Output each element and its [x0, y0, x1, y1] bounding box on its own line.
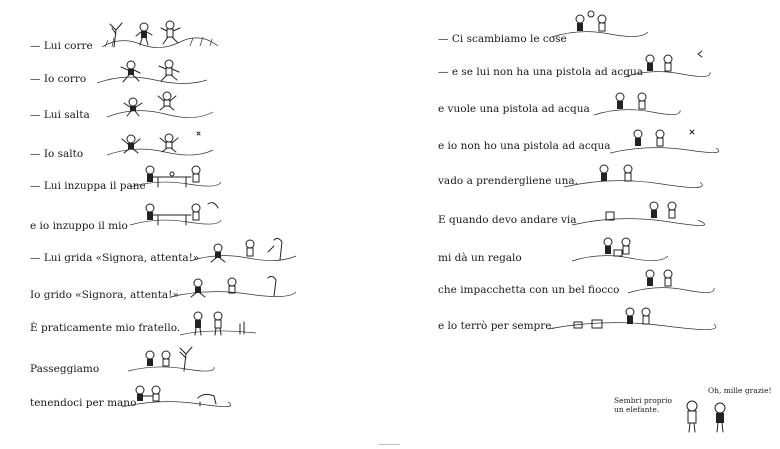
text-line: e lo terrò per sempre.: [438, 320, 555, 332]
text-line: tenendoci per mano: [30, 397, 137, 409]
water-pistol-vignette: [592, 86, 682, 118]
boy-running-vignette: [100, 14, 220, 50]
text-line: — Io corro: [30, 73, 87, 85]
text-line: e io inzuppo il mio: [30, 220, 128, 232]
water-pistol-vignette: [622, 48, 712, 80]
text-line: — Io salto: [30, 148, 84, 160]
gift-vignette: [626, 264, 716, 296]
kids-playing-vignette: [95, 58, 210, 86]
gift-vignette: [570, 196, 700, 228]
walking-vignette: [120, 380, 230, 410]
text-line: — e se lui non ha una pistola ad acqua: [438, 66, 643, 78]
text-line: che impacchetta con un bel fiocco: [438, 284, 620, 296]
kids-playing-vignette: [188, 232, 298, 264]
two-kids-talking-vignette: [680, 398, 740, 438]
kids-jumping-vignette: [105, 88, 215, 120]
text-line: vado a prendergliene una.: [438, 175, 578, 187]
text-line: — Lui inzuppa il pane: [30, 180, 146, 192]
gift-vignette: [546, 300, 716, 332]
gift-vignette: [570, 232, 670, 264]
text-line: Passeggiamo: [30, 363, 100, 375]
exchanging-vignette: [562, 160, 702, 190]
page-divider: [378, 444, 400, 445]
speech-bubble-left: [614, 396, 672, 414]
right-page: [390, 0, 780, 449]
speech-line: Sembri proprio: [614, 396, 673, 405]
two-kids-talking-vignette: [178, 308, 258, 338]
text-line: E quando devo andare via: [438, 214, 577, 226]
text-line: È praticamente mio fratello.: [30, 322, 181, 334]
exchanging-vignette: [550, 8, 650, 40]
text-line: — Lui corre: [30, 40, 93, 52]
speech-line: un elefante.: [614, 405, 660, 414]
text-line: — Lui grida «Signora, attenta!»: [30, 252, 200, 264]
speech-bubble-right: Oh, mille grazie!: [708, 386, 772, 395]
kids-eating-vignette: [128, 160, 223, 190]
text-line: — Ci scambiamo le cose: [438, 33, 567, 45]
text-line: e io non ho una pistola ad acqua: [438, 140, 611, 152]
text-line: mi dà un regalo: [438, 252, 522, 264]
kids-eating-vignette: [128, 198, 223, 228]
text-line: e vuole una pistola ad acqua: [438, 103, 590, 115]
walking-vignette: [126, 342, 216, 374]
text-line: Io grido «Signora, attenta!»: [30, 289, 179, 301]
text-line: — Lui salta: [30, 109, 90, 121]
water-pistol-vignette: [608, 124, 718, 156]
kids-jumping-vignette: [105, 128, 215, 158]
kids-playing-vignette: [168, 272, 298, 300]
